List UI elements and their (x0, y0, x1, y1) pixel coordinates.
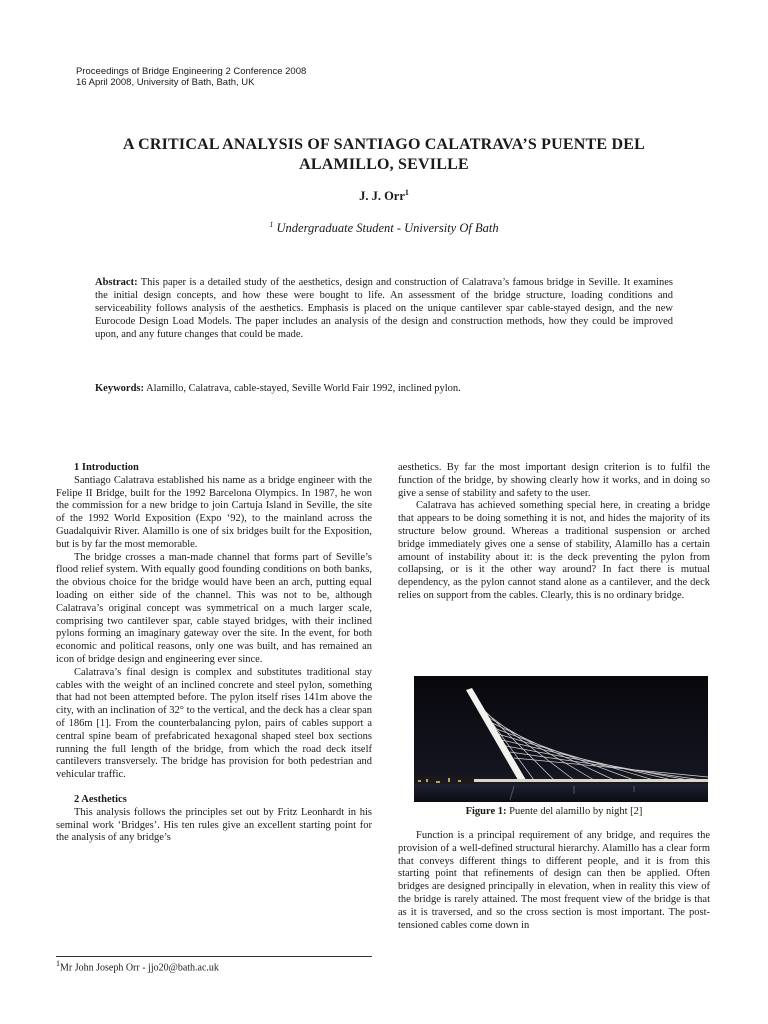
keywords (95, 382, 673, 395)
author-marker: 1 (404, 188, 409, 197)
right-column-top (398, 462, 710, 603)
right-column-bottom (398, 830, 710, 932)
section-gap (56, 782, 372, 794)
title-line-1: A CRITICAL ANALYSIS OF SANTIAGO CALATRAVA’S PUENTE DEL (123, 136, 645, 153)
conference-date: 16 April 2008, University of Bath, Bath, UK (76, 77, 255, 88)
abstract (95, 276, 673, 341)
figure-bridge-photo (414, 676, 708, 802)
right-paragraph-2: Calatrava has achieved something special here, in creating a bridge that appears to be doing something it is not, and hides the majority of its structure below ground. Whereas a traditional suspension or arched bridge immediately gives one a sense of stability, Alamillo has a certain amount of instability about it: is the deck preventing the pylon from collapsing, or is it the other way around? In fact there is mutual dependency, as the pylon cannot stand alone as a cantilever, and the deck relies on support from the cables. Clearly, this is no ordinary bridge. (398, 500, 710, 601)
paper-title (60, 135, 708, 175)
right-paragraph-3: Function is a principal requirement of any bridge, and requires the provision of a well-defined structural hierarchy. Alamillo has a clear form that conveys different things to different people, and it is from this starting point that refinements of design can then be applied. Often bridges are designed principally in elevation, when in reality this view of the bridge is rarely attained. The most frequent view of the bridge is that as it is traversed, and so the cross section is most important. The post-tensioned cables come down in (398, 830, 710, 931)
bridge-night-illustration (414, 676, 708, 802)
right-paragraph-1: aesthetics. By far the most important design criterion is to fulfil the function of the bridge, by showing clearly how it works, and in doing so give a sense of stability and safety to the user. (398, 462, 710, 499)
footnote (56, 959, 219, 973)
conference-name: Proceedings of Bridge Engineering 2 Conference 2008 (76, 66, 307, 77)
footnote-rule (56, 956, 372, 957)
title-line-2: ALAMILLO, SEVILLE (299, 156, 469, 173)
author (0, 188, 768, 204)
section-heading-introduction: 1 Introduction (74, 462, 139, 473)
figure-label: Figure 1: (465, 806, 507, 817)
keywords-text: Alamillo, Calatrava, cable-stayed, Seville World Fair 1992, inclined pylon. (146, 383, 461, 394)
abstract-label: Abstract: (95, 277, 138, 288)
intro-paragraph-1: Santiago Calatrava established his name as a bridge engineer with the Felipe II Bridge, built for the 1992 Barcelona Olympics. In 1987, he won the commission for a new bridge to join Cartuja Island in Seville, the site of the 1992 World Exposition (Expo ‘92), to the mainland across the Guadalquivir River. Alamillo is one of six bridges built for the Exposition, but is by far the most memorable. (56, 474, 372, 550)
figure-caption-text: Puente del alamillo by night [2] (509, 806, 643, 817)
footnote-marker: 1 (56, 959, 60, 968)
affiliation-text: Undergraduate Student - University Of Bath (276, 221, 499, 236)
section-heading-aesthetics: 2 Aesthetics (74, 793, 127, 805)
keywords-label: Keywords: (95, 383, 144, 394)
abstract-text: This paper is a detailed study of the aesthetics, design and construction of Calatrava’s famous bridge in Seville. It examines the initial design concepts, and how these were bought to life. An assessment of the bridge structure, loading conditions and serviceability follows analysis of the aesthetics. Emphasis is placed on the unique cantilever spar cable-stayed design, and the new Eurocode Design Load Models. The paper includes an analysis of the design and construction methods, how they could be improved upon, and any future changes that could be made. (95, 277, 673, 340)
footnote-text: Mr John Joseph Orr - jjo20@bath.ac.uk (60, 962, 219, 974)
left-column (56, 462, 372, 845)
conference-header (76, 66, 306, 88)
figure-caption (398, 806, 710, 817)
intro-paragraph-2: The bridge crosses a man-made channel that forms part of Seville’s flood relief system. With equally good founding conditions on both banks, the obvious choice for the bridge would have been an arch, putting equal loading on either side of the channel. This was not to be, although Calatrava’s original concept was symmetrical on a much larger scale, comprising two cantilever spar, cable stayed bridges, with their inclined pylons forming an imaginary gateway over the site. In the event, for both economic and political reasons, only one was built, and has remained an icon of bridge design and engineering ever since. (56, 551, 372, 665)
affiliation (0, 220, 768, 236)
affiliation-marker: 1 (269, 220, 274, 229)
author-name: J. J. Orr (359, 189, 405, 204)
aesthetics-paragraph-1: This analysis follows the principles set out by Fritz Leonhardt in his seminal work ‘Bridges’. His ten rules give an excellent starting point for the analysis of any bridge’s (56, 806, 372, 844)
intro-paragraph-3: Calatrava’s final design is complex and substitutes traditional stay cables with the weight of an inclined concrete and steel pylon, something that had not been attempted before. The pylon itself rises 141m above the city, with an inclination of 32° to the vertical, and the deck has a clear span of 186m [1]. From the counterbalancing pylon, pairs of cables support a central spine beam of prefabricated hexagonal shaped steel box sections running the full length of the bridge, from which the road deck itself cantilevers transversely. The bridge has provision for both pedestrian and vehicular traffic. (56, 666, 372, 781)
